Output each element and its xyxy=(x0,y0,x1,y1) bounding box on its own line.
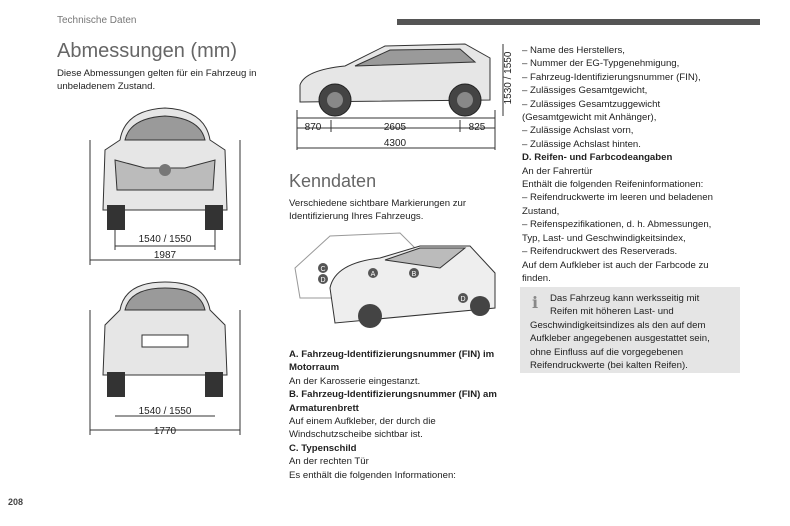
text-line: – Fahrzeug-Identifizierungsnummer (FIN), xyxy=(522,71,701,83)
text-line: – Zulässiges Gesamtzuggewicht xyxy=(522,98,661,110)
text-line: An der Fahrertür xyxy=(522,165,593,177)
dimensions-title: Abmessungen (mm) xyxy=(57,40,238,62)
kenndaten-title: Kenndaten xyxy=(289,171,377,191)
height-label: 1530 / 1550 xyxy=(503,51,514,105)
page-number: 208 xyxy=(8,497,24,507)
text-line: Aufkleber angegebenen ausgestattet sein, xyxy=(530,333,710,345)
front-overhang-label: 870 xyxy=(304,122,322,133)
marker-b: B xyxy=(411,271,417,278)
kenndaten-intro xyxy=(289,197,466,224)
b-title: Armaturenbrett xyxy=(289,402,359,414)
text-line: Geschwindigkeitsindizes als den auf dem xyxy=(530,319,706,331)
text-line: – Reifendruckwerte im leeren und beladenen xyxy=(522,192,713,204)
text-line: – Zulässiges Gesamtgewicht, xyxy=(522,85,648,97)
vehicle-identification-drawing xyxy=(290,228,500,338)
a-title: Motorraum xyxy=(289,362,340,374)
marker-a: A xyxy=(370,271,376,278)
c-title: C. Typenschild xyxy=(289,442,357,454)
rear-overhang-label: 825 xyxy=(468,122,486,133)
a-title: A. Fahrzeug-Identifizierungsnummer (FIN) im xyxy=(289,349,495,360)
marker-c: C xyxy=(320,266,326,273)
front-width-label: 1987 xyxy=(153,250,177,261)
text-line: – Reifenspezifikationen, d. h. Abmessungen, xyxy=(522,219,712,231)
right-column-text xyxy=(522,44,713,285)
b-text: Windschutzscheibe sichtbar ist. xyxy=(289,429,423,441)
text-line: Identifizierung Ihres Fahrzeugs. xyxy=(289,211,424,223)
info-box xyxy=(520,287,740,373)
front-track-label: 1540 / 1550 xyxy=(138,234,192,245)
text-line: Das Fahrzeug kann werksseitig mit xyxy=(550,293,700,304)
wheelbase-label: 2605 xyxy=(383,122,407,133)
text-line: Typ, Last- und Geschwindigkeitsindex, xyxy=(522,232,686,244)
header-bar xyxy=(397,19,760,25)
text-line: Enthält die folgenden Reifeninformationen: xyxy=(522,179,704,191)
marker-d-2: D xyxy=(460,296,466,303)
marker-d: D xyxy=(320,277,326,284)
rear-width-label: 1770 xyxy=(153,426,177,437)
rear-view-drawing xyxy=(85,280,250,440)
front-view-drawing xyxy=(85,100,250,270)
c-text: An der rechten Tür xyxy=(289,456,369,468)
b-text: Auf einem Aufkleber, der durch die xyxy=(289,416,436,428)
text-line: – Reifendruckwert des Reserverads. xyxy=(522,246,678,258)
text-line: Zustand, xyxy=(522,205,560,217)
text-line: Reifen mit höheren Last- und xyxy=(550,306,674,318)
rear-track-label: 1540 / 1550 xyxy=(138,406,192,417)
text-line: – Nummer der EG-Typgenehmigung, xyxy=(522,58,680,70)
text-line: – Zulässige Achslast hinten. xyxy=(522,138,641,150)
text-line: Diese Abmessungen gelten für ein Fahrzeug in xyxy=(57,68,257,79)
d-title: D. Reifen- und Farbcodeangaben xyxy=(522,152,673,164)
dimensions-intro xyxy=(57,67,256,94)
section-header: Technische Daten xyxy=(57,15,137,26)
text-line: ohne Einfluss auf die vorgegebenen xyxy=(530,346,684,358)
b-title: B. Fahrzeug-Identifizierungsnummer (FIN) am xyxy=(289,389,497,401)
text-line: – Name des Herstellers, xyxy=(522,45,625,56)
a-text: An der Karosserie eingestanzt. xyxy=(289,375,421,387)
text-line: finden. xyxy=(522,272,551,284)
text-line: (Gesamtgewicht mit Anhänger), xyxy=(522,112,657,124)
text-line: Verschiedene sichtbare Markierungen zur xyxy=(289,198,467,209)
logo-icon xyxy=(159,164,171,176)
text-line: Auf dem Aufkleber ist auch der Farbcode zu xyxy=(522,259,709,271)
kenndaten-details xyxy=(289,348,497,482)
text-line: unbeladenem Zustand. xyxy=(57,81,156,93)
length-label: 4300 xyxy=(383,138,407,149)
text-line: Reifendruckwerte (bei kalten Reifen). xyxy=(530,360,688,372)
text-line: – Zulässige Achslast vorn, xyxy=(522,125,634,137)
info-icon: i xyxy=(532,293,539,312)
side-view-drawing xyxy=(285,40,515,152)
c-text: Es enthält die folgenden Informationen: xyxy=(289,469,456,481)
